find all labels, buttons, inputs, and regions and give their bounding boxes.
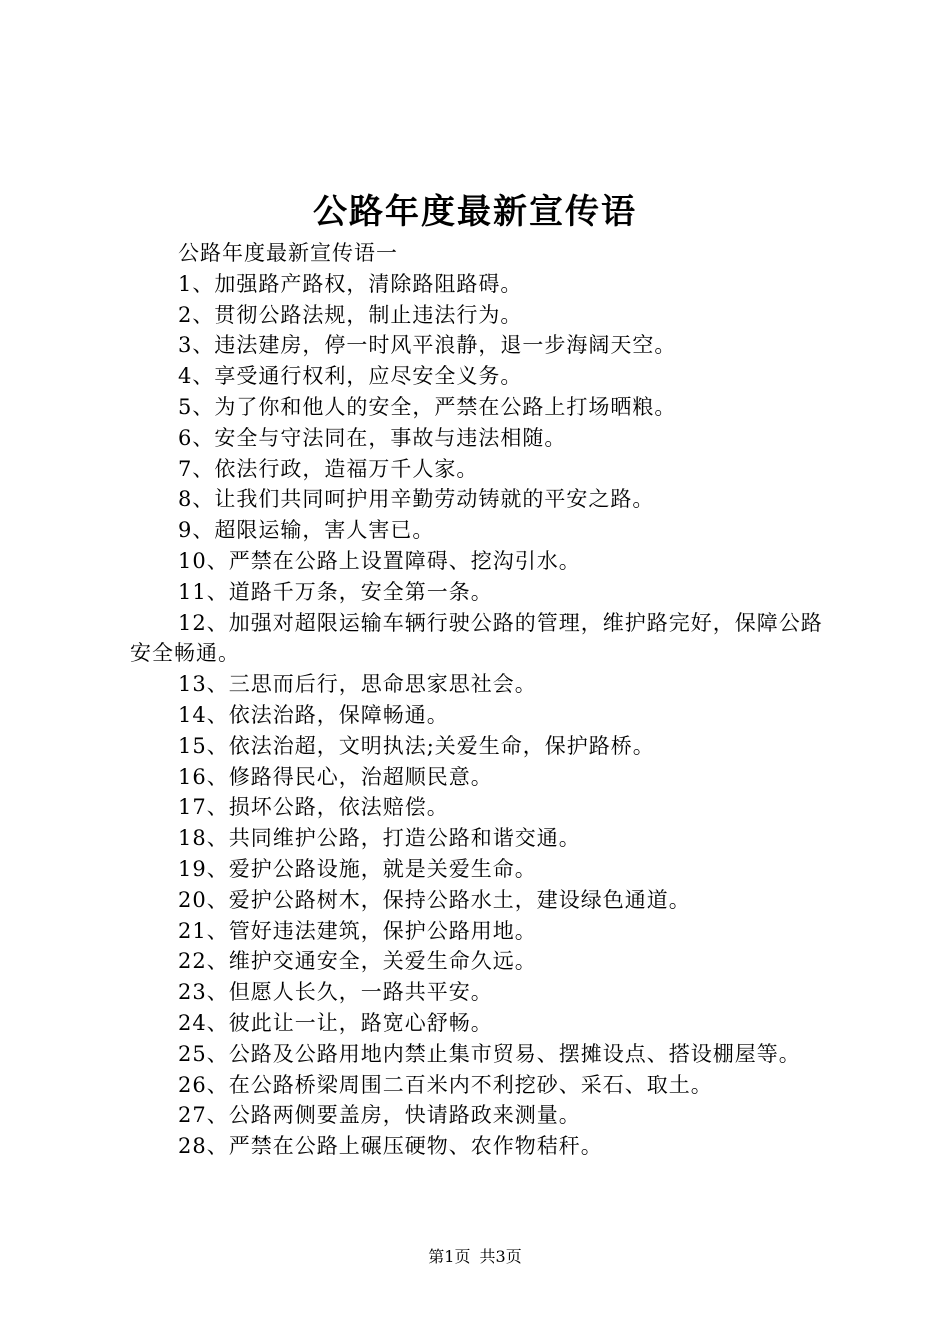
paragraph-item-28: 28、严禁在公路上碾压硬物、农作物秸秆。 [178,1134,603,1159]
paragraph-item-16: 16、修路得民心，治超顺民意。 [178,764,493,789]
paragraph-item-4: 4、享受通行权利，应尽安全义务。 [178,364,523,389]
paragraph-item-14: 14、依法治路，保障畅通。 [178,702,449,727]
document-title: 公路年度最新宣传语 [313,192,637,232]
paragraph-item-5: 5、为了你和他人的安全，严禁在公路上打场晒粮。 [178,394,677,419]
paragraph-heading: 公路年度最新宣传语一 [178,241,398,265]
paragraph-item-24: 24、彼此让一让，路宽心舒畅。 [178,1010,493,1035]
paragraph-item-26: 26、在公路桥梁周围二百米内不利挖砂、采石、取土。 [178,1072,713,1097]
page-footer [0,1244,950,1267]
paragraph-item-15: 15、依法治超，文明执法;关爱生命，保护路桥。 [178,733,655,758]
paragraph-item-8: 8、让我们共同呵护用辛勤劳动铸就的平安之路。 [178,487,655,512]
paragraph-item-1: 1、加强路产路权，清除路阻路碍。 [178,271,523,296]
paragraph-item-13: 13、三思而后行，思命思家思社会。 [178,672,537,697]
page-number: 第1页 [428,1247,471,1266]
paragraph-item-18: 18、共同维护公路，打造公路和谐交通。 [178,826,581,851]
paragraph-item-22: 22、维护交通安全，关爱生命久远。 [178,949,537,974]
paragraph-item-6: 6、安全与守法同在，事故与违法相随。 [178,425,567,450]
paragraph-item-3: 3、违法建房，停一时风平浪静，退一步海阔天空。 [178,333,677,358]
paragraph-item-10: 10、严禁在公路上设置障碍、挖沟引水。 [178,548,581,573]
paragraph-item-11: 11、道路千万条，安全第一条。 [178,579,493,604]
paragraph-item-21: 21、管好违法建筑，保护公路用地。 [178,918,537,943]
paragraph-item-17: 17、损坏公路，依法赔偿。 [178,795,449,820]
paragraph-item-7: 7、依法行政，造福万千人家。 [178,456,479,481]
paragraph-item-23: 23、但愿人长久，一路共平安。 [178,980,493,1005]
paragraph-item-9: 9、超限运输，害人害已。 [178,518,435,543]
paragraph-item-2: 2、贯彻公路法规，制止违法行为。 [178,302,523,327]
paragraph-item-27: 27、公路两侧要盖房，快请路政来测量。 [178,1103,581,1128]
document-body [130,238,830,1162]
paragraph-item-12: 12、加强对超限运输车辆行驶公路的管理，维护路完好，保障公路安全畅通。 [130,610,823,666]
page-total: 共3页 [479,1247,522,1266]
paragraph-item-19: 19、爱护公路设施，就是关爱生命。 [178,856,537,881]
paragraph-item-25: 25、公路及公路用地内禁止集市贸易、摆摊设点、搭设棚屋等。 [178,1041,801,1066]
paragraph-item-20: 20、爱护公路树木，保持公路水土，建设绿色通道。 [178,887,691,912]
